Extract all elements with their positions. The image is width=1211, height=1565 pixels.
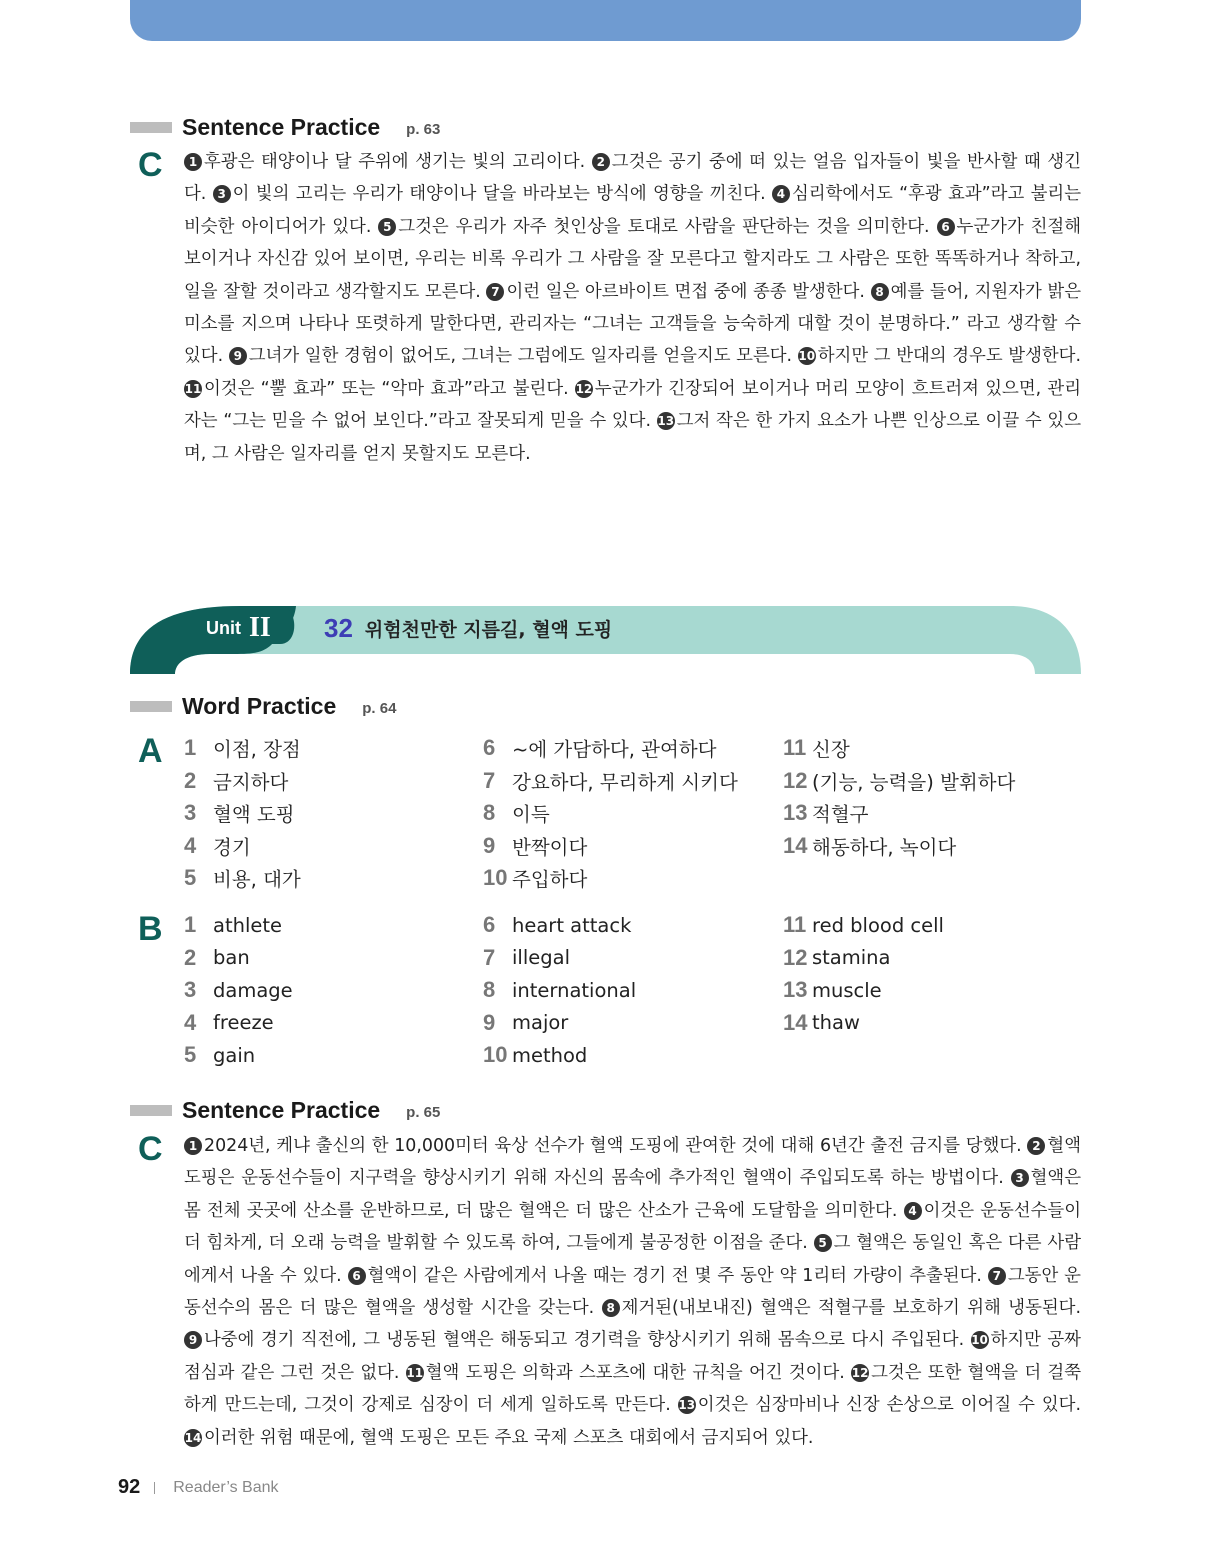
- sentence-number-marker: 12: [851, 1365, 869, 1380]
- sentence-text: 2024년, 케냐 출신의 한 10,000미터 육상 선수가 혈액 도핑에 관여한 것에 대해 6년간 출전 금지를 당했다.: [204, 1136, 1028, 1156]
- word-list-item: [184, 797, 301, 830]
- word-list-item: [483, 765, 738, 798]
- sentence-text: 누군가가 친절해 보이거나 자신감 있어 보이면, 우리는 비록 우리가 그 사람을 잘 모른다고 할지라도 그 사람은 또한 똑똑하거나 착하고, 일을 잘할 것이라고 생각할지도 모른다.: [184, 216, 1082, 302]
- item-answer: 해동하다, 녹이다: [812, 835, 957, 859]
- word-list-item: [483, 862, 738, 895]
- sentence-number-marker: 3: [1011, 1169, 1029, 1187]
- sentence-text: 하지만 공짜 점심과 같은 그런 것은 없다.: [184, 1330, 1081, 1383]
- section-header-sentence-practice-1: [130, 112, 440, 142]
- item-answer: thaw: [812, 1011, 860, 1035]
- item-answer: muscle: [812, 978, 882, 1002]
- page-footer: [118, 1476, 279, 1499]
- sentence-number-marker: 8: [602, 1299, 620, 1317]
- unit-title: 위험천만한 지름길, 혈액 도핑: [364, 618, 613, 641]
- sentence-number-marker: 5: [814, 1234, 832, 1252]
- sentence-number-marker: 9: [184, 1331, 202, 1349]
- item-number: 4: [184, 1009, 197, 1035]
- word-list-item: [783, 974, 944, 1007]
- word-list-b-column-3: [783, 909, 944, 1039]
- word-list-item: [184, 909, 293, 942]
- sentence-number-marker: 10: [798, 349, 816, 364]
- item-number: 13: [783, 800, 808, 826]
- item-answer: 금지하다: [213, 770, 289, 794]
- sentence-number-marker: 14: [184, 1430, 202, 1445]
- item-answer: red blood cell: [812, 913, 944, 937]
- sentence-text: 혈액은 몸 전체 곳곳에 산소를 운반하므로, 더 많은 혈액은 더 많은 산소가 근육에 도달함을 의미한다.: [184, 1168, 1081, 1221]
- word-list-item: [483, 909, 636, 942]
- item-number: 12: [783, 767, 808, 793]
- exercise-letter-a: A: [138, 732, 163, 770]
- section-marker-bar: [130, 701, 172, 712]
- sentence-practice-paragraph-2: [184, 1130, 1081, 1454]
- sentence-text: 그것은 우리가 자주 첫인상을 토대로 사람을 판단하는 것을 의미한다.: [398, 216, 937, 237]
- word-list-item: [783, 909, 944, 942]
- word-list-a-column-2: [483, 732, 738, 895]
- item-number: 1: [184, 735, 197, 761]
- sentence-number-marker: 3: [213, 185, 231, 203]
- item-number: 4: [184, 832, 197, 858]
- sentence-number-marker: 13: [678, 1398, 696, 1413]
- word-list-item: [184, 1007, 293, 1040]
- item-answer: 신장: [812, 738, 850, 762]
- word-list-item: [783, 765, 1015, 798]
- sentence-number-marker: 12: [575, 381, 593, 396]
- item-number: 9: [483, 1009, 496, 1035]
- item-number: 6: [483, 735, 496, 761]
- sentence-text: 하지만 그 반대의 경우도 발생한다.: [817, 346, 1081, 367]
- item-number: 12: [783, 944, 808, 970]
- item-answer: 이득: [512, 803, 550, 827]
- item-number: 1: [184, 912, 197, 938]
- sentence-text: 심리학에서도 “후광 효과”라고 불리는 비슷한 아이디어가 있다.: [184, 184, 1081, 237]
- item-answer: (기능, 능력을) 발휘하다: [812, 770, 1016, 794]
- sentence-number-marker: 4: [772, 185, 790, 203]
- sentence-text: 이러한 위험 때문에, 혈액 도핑은 모든 주요 국제 스포츠 대회에서 금지되어 있다.: [204, 1427, 814, 1448]
- sentence-text: 예를 들어, 지원자가 밝은 미소를 지으며 나타나 또렷하게 말한다면, 관리자는 “그녀는 고객들을 능숙하게 대할 것이 분명하다.” 라고 생각할 수 있다.: [184, 281, 1082, 367]
- unit-roman-numeral: II: [249, 612, 271, 643]
- sentence-number-marker: 2: [592, 153, 610, 171]
- item-answer: international: [512, 978, 637, 1002]
- item-number: 11: [783, 735, 807, 761]
- item-answer: 이점, 장점: [213, 738, 301, 762]
- sentence-number-marker: 13: [657, 414, 675, 429]
- unit-number: 32: [324, 612, 353, 643]
- sentence-number-marker: 7: [988, 1267, 1006, 1285]
- sentence-text: 그저 작은 한 가지 요소가 나쁜 인상으로 이끌 수 있으며, 그 사람은 일자리를 얻지 못할지도 모른다.: [184, 411, 1081, 464]
- exercise-letter-c: C: [138, 1130, 163, 1168]
- item-number: 5: [184, 1042, 197, 1068]
- word-list-item: [783, 732, 1015, 765]
- item-number: 11: [783, 912, 807, 938]
- word-list-item: [783, 830, 1015, 863]
- item-answer: method: [512, 1043, 588, 1067]
- sentence-text: 나중에 경기 직전에, 그 냉동된 혈액은 해동되고 경기력을 향상시키기 위해 몸속으로 다시 주입된다.: [204, 1330, 971, 1351]
- section-page-ref: p. 64: [362, 699, 397, 717]
- sentence-number-marker: 9: [229, 347, 247, 365]
- item-number: 5: [184, 865, 197, 891]
- sentence-text: 혈액 도핑은 의학과 스포츠에 대한 규칙을 어긴 것이다.: [425, 1362, 852, 1383]
- word-list-item: [184, 830, 301, 863]
- sentence-text: 그 혈액은 동일인 혹은 다른 사람에게서 나올 수 있다.: [184, 1233, 1081, 1286]
- sentence-text: 이 빛의 고리는 우리가 태양이나 달을 바라보는 방식에 영향을 끼친다.: [232, 184, 772, 205]
- section-title: Sentence Practice: [182, 113, 381, 140]
- sentence-text: 이것은 심장마비나 신장 손상으로 이어질 수 있다.: [697, 1395, 1081, 1416]
- sentence-number-marker: 6: [937, 218, 955, 236]
- word-list-item: [483, 797, 738, 830]
- item-answer: 혈액 도핑: [213, 803, 295, 827]
- section-page-ref: p. 63: [406, 120, 441, 138]
- footer-separator: [154, 1482, 155, 1494]
- page-number: 92: [118, 1476, 141, 1498]
- item-answer: freeze: [213, 1011, 274, 1035]
- unit-label: Unit: [206, 617, 241, 638]
- sentence-text: 이런 일은 아르바이트 면접 중에 종종 발생한다.: [506, 281, 871, 302]
- sentence-number-marker: 1: [184, 1137, 202, 1155]
- sentence-number-marker: 5: [378, 218, 396, 236]
- sentence-number-marker: 4: [904, 1202, 922, 1220]
- sentence-practice-paragraph-1: [184, 146, 1081, 470]
- word-list-item: [483, 1007, 636, 1040]
- item-answer: 비용, 대가: [213, 868, 301, 892]
- item-answer: damage: [213, 978, 293, 1002]
- word-list-item: [483, 942, 636, 975]
- word-list-b-column-2: [483, 909, 636, 1072]
- sentence-text: 제거된(내보내진) 혈액은 적혈구를 보호하기 위해 냉동된다.: [621, 1298, 1081, 1319]
- sentence-text: 혈액이 같은 사람에게서 나올 때는 경기 전 몇 주 동안 약 1리터 가량이 추출된다.: [367, 1265, 988, 1286]
- item-number: 6: [483, 912, 496, 938]
- item-number: 9: [483, 832, 496, 858]
- sentence-text: 그것은 공기 중에 떠 있는 얼음 입자들이 빛을 반사할 때 생긴다.: [184, 152, 1082, 205]
- item-answer: 적혈구: [812, 803, 869, 827]
- word-list-item: [483, 732, 738, 765]
- item-number: 8: [483, 977, 496, 1003]
- sentence-text: 그것은 또한 혈액을 더 걸쭉하게 만드는데, 그것이 강제로 심장이 더 세게 일하도록 만든다.: [184, 1362, 1082, 1416]
- sentence-number-marker: 10: [971, 1333, 988, 1348]
- item-number: 13: [783, 977, 808, 1003]
- sentence-text: 혈액 도핑은 운동선수들이 지구력을 향상시키기 위해 자신의 몸속에 추가적인 혈액이 주입되도록 하는 방법이다.: [184, 1136, 1081, 1189]
- sentence-text: 이것은 운동선수들이 더 힘차게, 더 오래 능력을 발휘할 수 있도록 하여, 그들에게 불공정한 이점을 준다.: [184, 1200, 1081, 1254]
- item-answer: illegal: [512, 946, 570, 970]
- section-title: Word Practice: [182, 692, 337, 719]
- sentence-text: 누군가가 긴장되어 보이거나 머리 모양이 흐트러져 있으면, 관리자는 “그는 믿을 수 없어 보인다.”라고 잘못되게 믿을 수 있다.: [184, 378, 1081, 432]
- item-number: 3: [184, 800, 197, 826]
- word-list-item: [483, 974, 636, 1007]
- exercise-letter-c: C: [138, 146, 163, 184]
- sentence-text: 후광은 태양이나 달 주위에 생기는 빛의 고리이다.: [204, 152, 592, 172]
- section-header-word-practice: [130, 691, 396, 721]
- section-marker-bar: [130, 122, 172, 133]
- sentence-number-marker: 11: [184, 381, 202, 396]
- item-answer: ~에 가담하다, 관여하다: [512, 738, 717, 762]
- item-number: 14: [783, 1009, 808, 1035]
- item-number: 2: [184, 944, 197, 970]
- sentence-text: 그동안 운동선수의 몸은 더 많은 혈액을 생성할 시간을 갖는다.: [184, 1265, 1081, 1319]
- item-number: 14: [783, 832, 808, 858]
- word-list-item: [783, 1007, 944, 1040]
- word-list-item: [783, 797, 1015, 830]
- item-number: 10: [483, 1042, 508, 1068]
- section-header-sentence-practice-2: [130, 1095, 440, 1125]
- sentence-text: 이것은 “뿔 효과” 또는 “악마 효과”라고 불린다.: [204, 378, 575, 399]
- word-list-a-column-1: [184, 732, 301, 895]
- item-number: 7: [483, 944, 496, 970]
- sentence-number-marker: 7: [486, 283, 504, 301]
- sentence-number-marker: 1: [184, 153, 202, 171]
- word-list-item: [783, 942, 944, 975]
- item-number: 3: [184, 977, 197, 1003]
- sentence-number-marker: 8: [871, 283, 889, 301]
- item-answer: 경기: [213, 835, 251, 859]
- item-number: 8: [483, 800, 496, 826]
- top-color-bar: [130, 0, 1081, 41]
- word-list-b-column-1: [184, 909, 293, 1072]
- book-title: Reader’s Bank: [173, 1478, 279, 1496]
- word-list-item: [184, 765, 301, 798]
- item-answer: ban: [213, 946, 250, 970]
- sentence-number-marker: 6: [348, 1267, 366, 1285]
- word-list-item: [184, 974, 293, 1007]
- word-list-item: [483, 830, 738, 863]
- word-list-item: [184, 732, 301, 765]
- item-answer: major: [512, 1011, 569, 1035]
- item-answer: athlete: [213, 913, 283, 937]
- word-list-item: [184, 942, 293, 975]
- item-answer: gain: [213, 1043, 256, 1067]
- item-number: 10: [483, 865, 508, 891]
- unit-title-group: [324, 612, 612, 644]
- item-answer: stamina: [812, 946, 891, 970]
- item-answer: 반짝이다: [512, 835, 588, 859]
- section-page-ref: p. 65: [406, 1103, 441, 1121]
- exercise-letter-b: B: [138, 910, 163, 948]
- word-list-a-column-3: [783, 732, 1015, 862]
- section-title: Sentence Practice: [182, 1096, 381, 1123]
- item-answer: 주입하다: [512, 868, 588, 892]
- item-answer: heart attack: [512, 913, 632, 937]
- word-list-item: [483, 1039, 636, 1072]
- sentence-number-marker: 11: [406, 1365, 424, 1380]
- sentence-text: 그녀가 일한 경험이 없어도, 그녀는 그럼에도 일자리를 얻을지도 모른다.: [248, 346, 798, 367]
- item-number: 2: [184, 767, 197, 793]
- unit-label-group: [206, 612, 271, 644]
- sentence-number-marker: 2: [1027, 1137, 1045, 1155]
- word-list-item: [184, 1039, 293, 1072]
- item-number: 7: [483, 767, 496, 793]
- section-marker-bar: [130, 1105, 172, 1116]
- item-answer: 강요하다, 무리하게 시키다: [512, 770, 738, 794]
- word-list-item: [184, 862, 301, 895]
